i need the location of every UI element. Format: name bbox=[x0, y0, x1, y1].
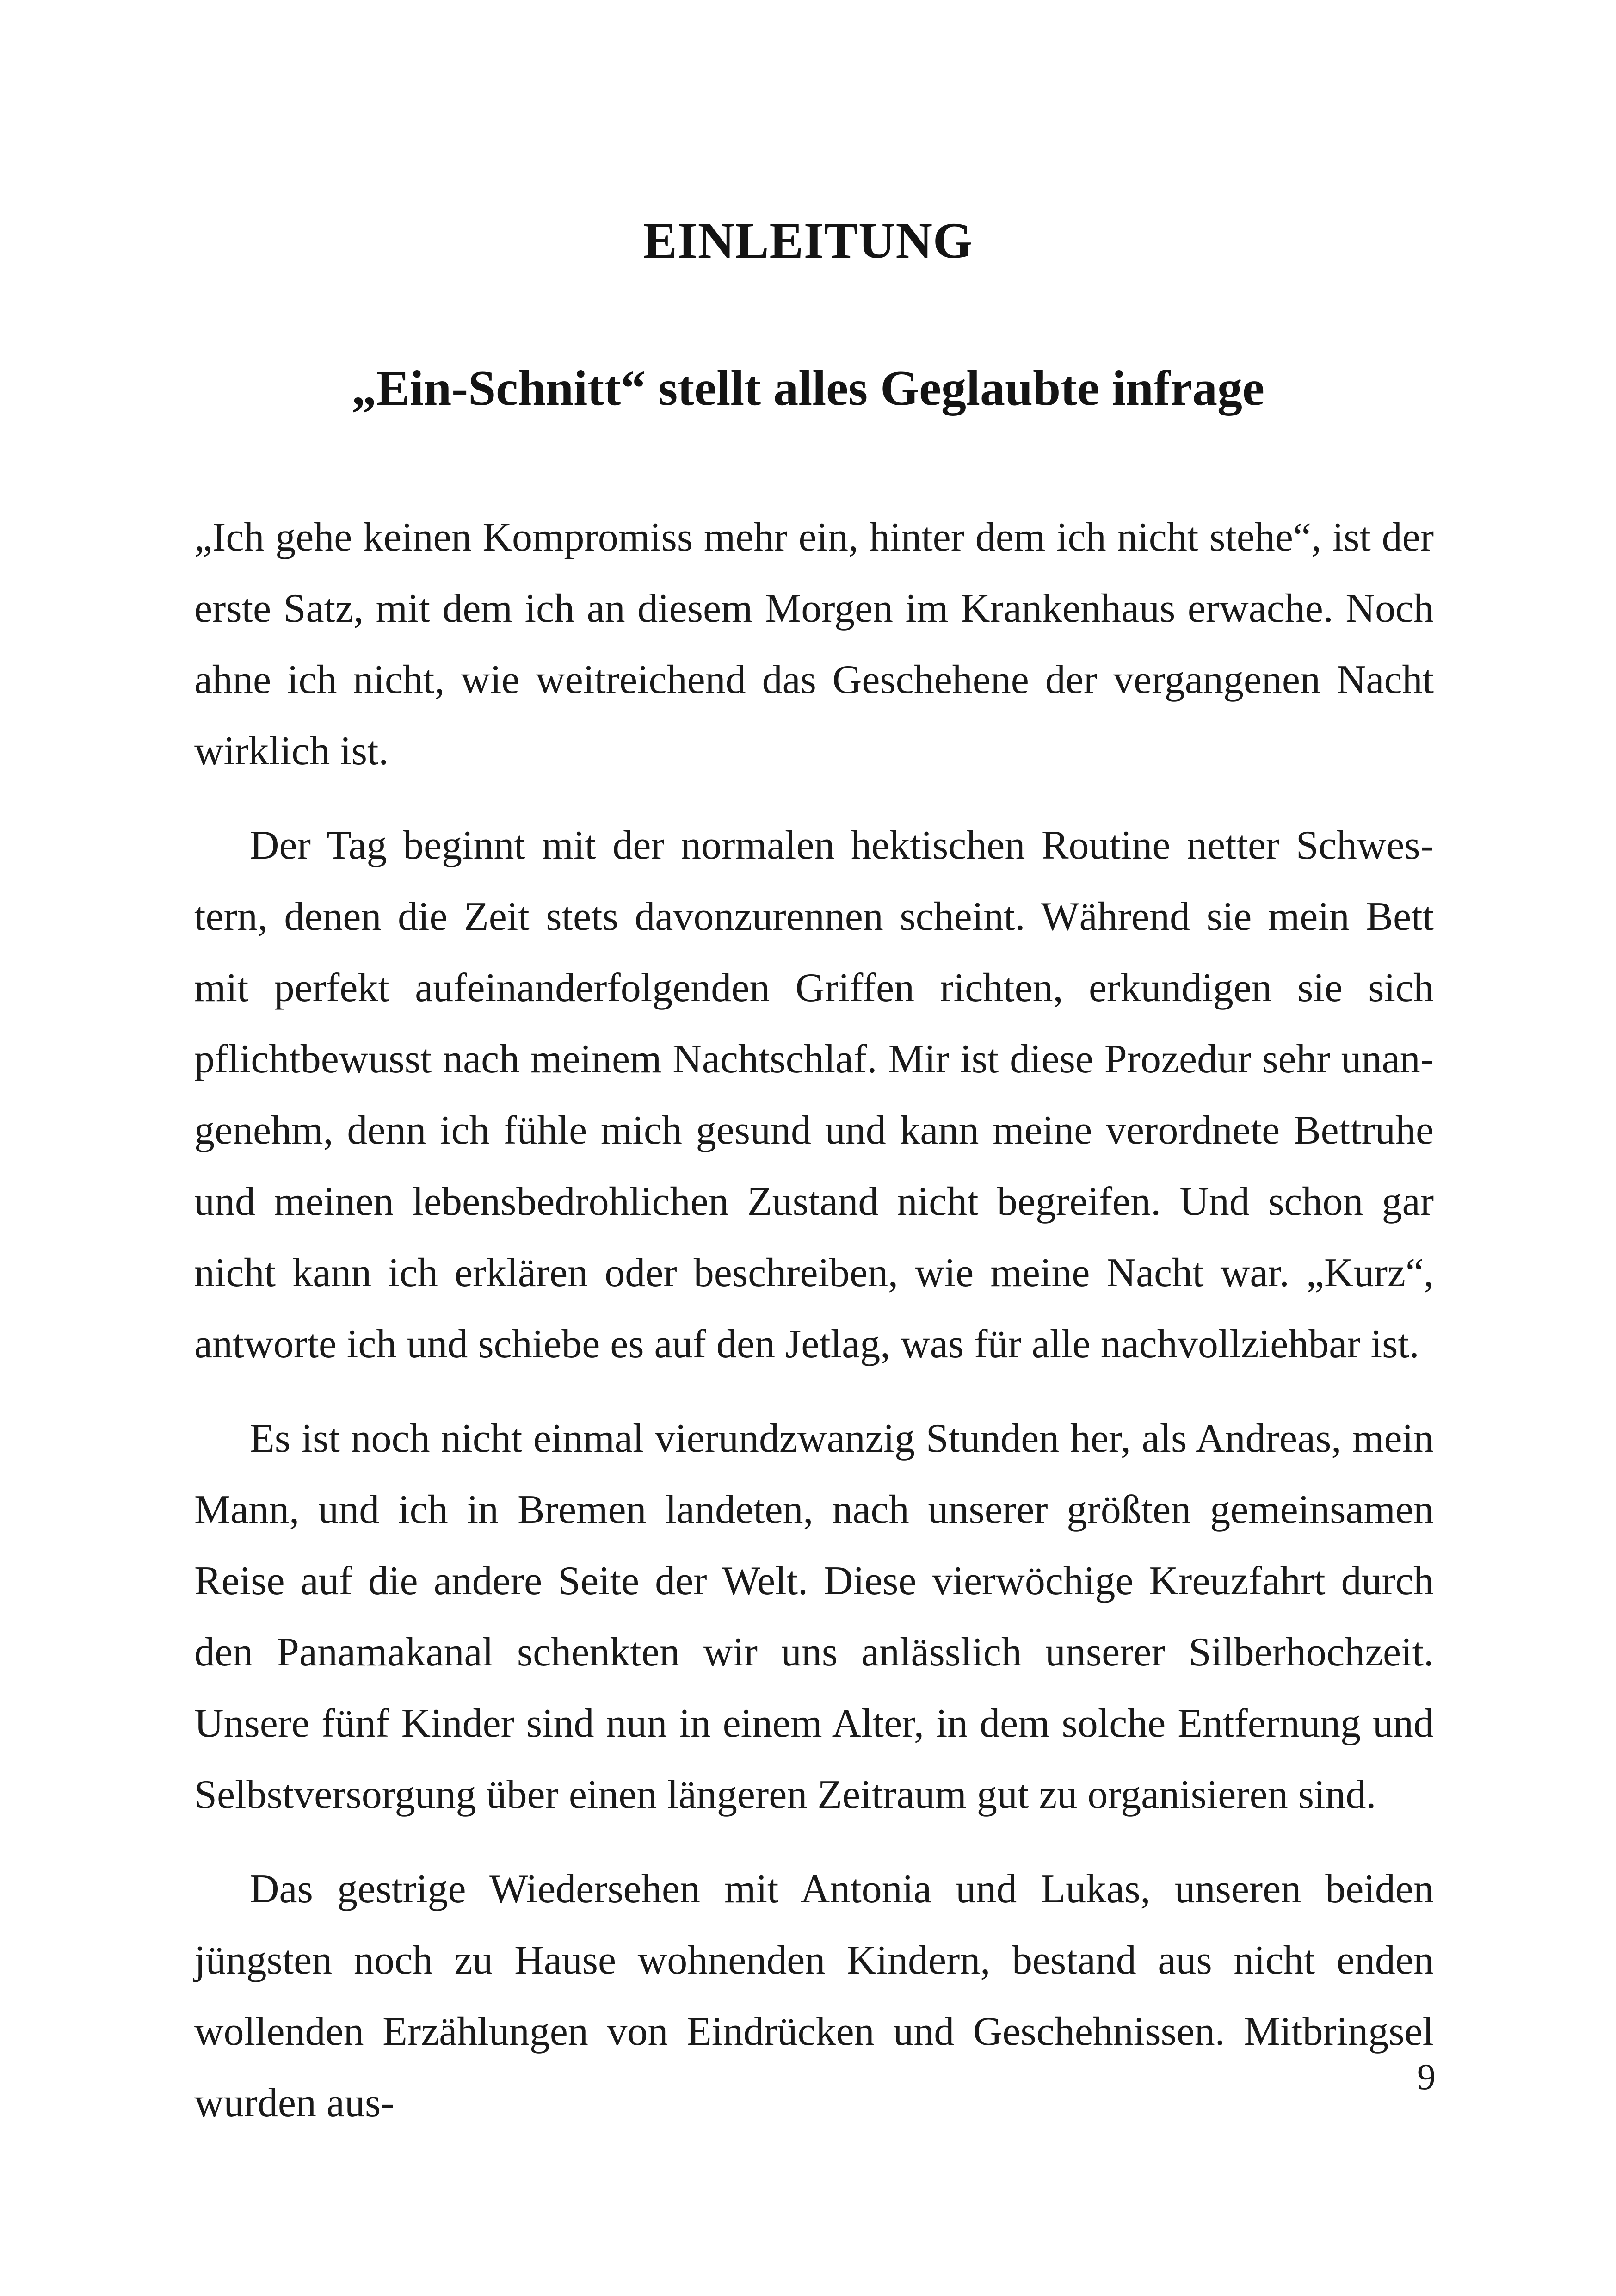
paragraph-3: Es ist noch nicht einmal vierundzwanzig Stunden her, als Andreas, mein Mann, und ich in Bremen landeten, nach unserer größten gemeinsamen Reise auf die andere Seite der Welt. Diese vierwöchige Kreuzfahrt durch den Panamakanal schenkten wir uns anlässlich unserer Silberhochzeit. Unsere fünf Kinder sind nun in einem Alter, in dem solche Entfernung und Selbstversorgung über einen längeren Zeitraum gut zu organisieren sind. bbox=[194, 1416, 1434, 1817]
paragraph-1: „Ich gehe keinen Kompromiss mehr ein, hinter dem ich nicht stehe“, ist der erste Satz, mit dem ich an diesem Morgen im Krankenhaus erwache. Noch ahne ich nicht, wie weitreichend das Geschehene der vergangenen Nacht wirklich ist. bbox=[194, 515, 1434, 774]
body-text bbox=[194, 502, 1434, 2139]
paragraph-2: Der Tag beginnt mit der normalen hektischen Routine netter Schwestern, denen die Zeit stets davonzurennen scheint. Während sie mein Bett mit perfekt aufeinanderfolgenden Griffen richten, erkundigen sie sich pflichtbewusst nach meinem Nachtschlaf. Mir ist diese Prozedur sehr unangenehm, denn ich fühle mich gesund und kann meine verordnete Bettruhe und meinen lebensbedrohlichen Zustand nicht begreifen. Und schon gar nicht kann ich erklären oder beschreiben, wie meine Nacht war. „Kurz“, antworte ich und schiebe es auf den Jetlag, was für alle nachvollziehbar ist. bbox=[194, 823, 1434, 1367]
paragraph-4: Das gestrige Wiedersehen mit Antonia und Lukas, unseren beiden jüngsten noch zu Hause wohnenden Kindern, bestand aus nicht enden wollenden Erzählungen von Eindrücken und Geschehnissen. Mitbringsel wurden aus- bbox=[194, 1867, 1434, 2125]
chapter-title: EINLEITUNG bbox=[643, 212, 973, 269]
page-number: 9 bbox=[1417, 2057, 1436, 2098]
chapter-subtitle: „Ein-Schnitt“ stellt alles Geglaubte infrage bbox=[352, 361, 1264, 416]
